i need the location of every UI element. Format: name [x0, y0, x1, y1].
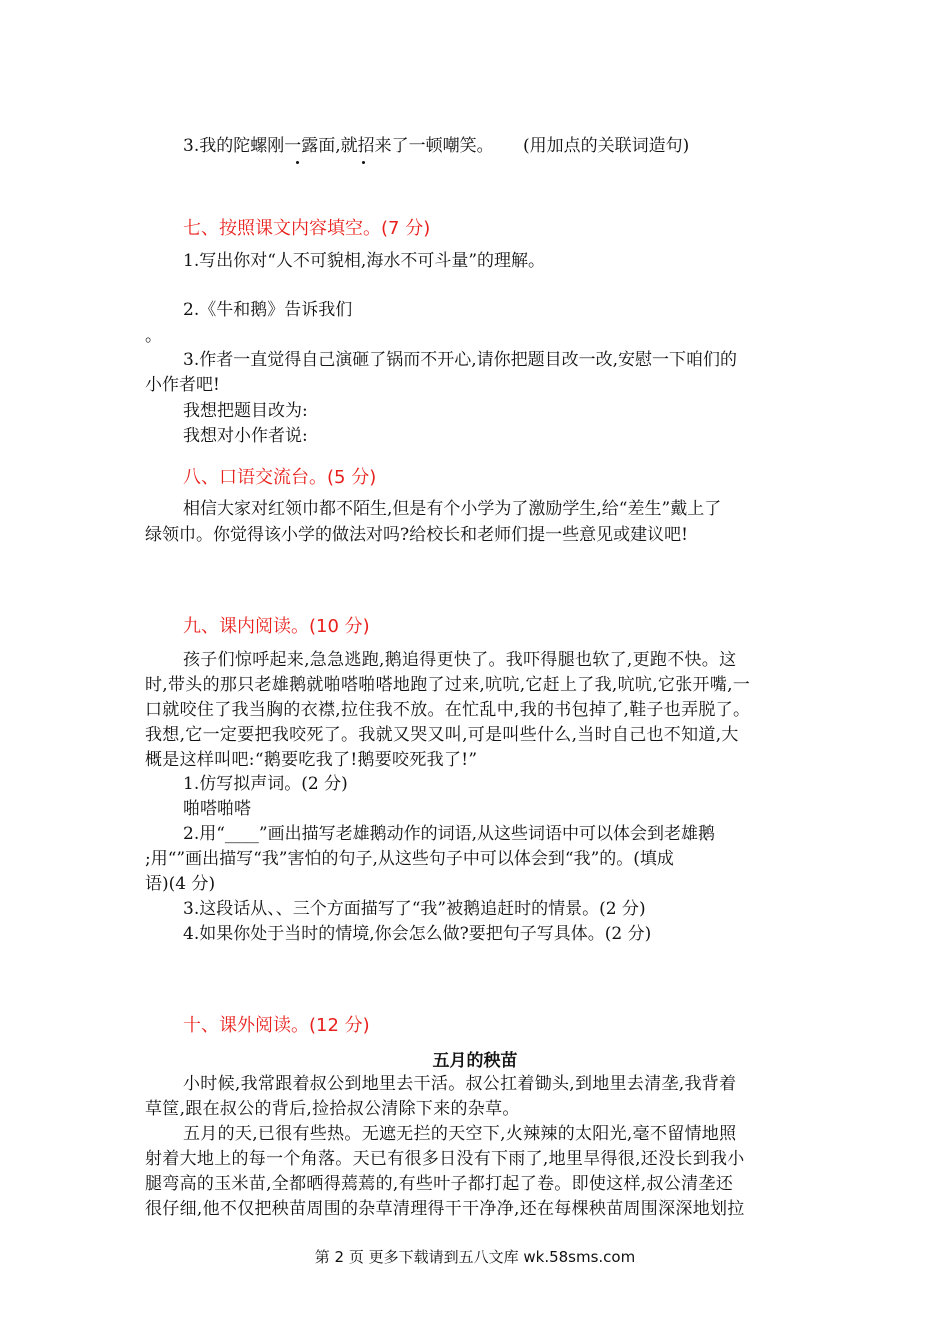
article-para-line: 腿弯高的玉米苗,全都晒得蔫蔫的,有些叶子都打起了卷。即使这样,叔公清垄还: [145, 1174, 734, 1194]
sec9-q2-line3: 语)(4 分): [145, 874, 216, 894]
section-9-heading: 九、课内阅读。(10 分): [183, 616, 370, 637]
sec9-q1-example: 啪嗒啪嗒: [183, 799, 251, 819]
sec7-item2: 2.《牛和鹅》告诉我们: [183, 300, 353, 320]
article-title: 五月的秧苗: [432, 1051, 518, 1071]
sec9-passage-line: 我想,它一定要把我咬死了。我就又哭又叫,可是叫些什么,当时自己也不知道,大: [145, 725, 739, 745]
sec8-line1: 相信大家对红领巾都不陌生,但是有个小学为了激励学生,给“差生”戴上了: [183, 499, 722, 519]
sec9-q1: 1.仿写拟声词。(2 分): [183, 774, 348, 794]
article-para-line: 射着大地上的每一个角落。天已有很多日没有下雨了,地里旱得很,还没长到我小: [145, 1149, 745, 1169]
section-10-heading: 十、课外阅读。(12 分): [183, 1015, 370, 1036]
sec8-line2: 绿领巾。你觉得该小学的做法对吗?给校长和老师们提一些意见或建议吧!: [145, 525, 688, 545]
sec7-item3-b: 我想对小作者说:: [183, 426, 308, 446]
sec7-item3-a: 我想把题目改为:: [183, 401, 308, 421]
q6-item3-sentence: 3.我的陀螺刚一露面,就招来了一顿嘲笑。: [183, 136, 494, 156]
sec9-passage-line: 孩子们惊呼起来,急急逃跑,鹅追得更快了。我吓得腿也软了,更跑不快。这: [183, 650, 737, 670]
q6-item3: [183, 134, 810, 159]
article-para-line: 很仔细,他不仅把秧苗周围的杂草清理得干干净净,还在每棵秧苗周围深深地划拉: [145, 1199, 745, 1219]
page-footer: 第 2 页 更多下载请到五八文库 wk.58sms.com: [314, 1248, 636, 1266]
sec9-q3: 3.这段话从、、三个方面描写了“我”被鹅追赶时的情景。(2 分): [183, 899, 646, 919]
sec9-passage-line: 口就咬住了我当胸的衣襟,拉住我不放。在忙乱中,我的书包掉了,鞋子也弄脱了。: [145, 700, 751, 720]
sec7-item1: 1.写出你对“人不可貌相,海水不可斗量”的理解。: [183, 251, 546, 271]
sec9-q2-line1: 2.用“____”画出描写老雄鹅动作的词语,从这些词语中可以体会到老雄鹅: [183, 824, 716, 844]
article-para-line: 小时候,我常跟着叔公到地里去干活。叔公扛着锄头,到地里去清垄,我背着: [183, 1074, 737, 1094]
article-para-line: 五月的天,已很有些热。无遮无拦的天空下,火辣辣的太阳光,毫不留情地照: [183, 1124, 737, 1144]
emphasis-dot-icon: [296, 161, 299, 164]
sec9-passage-line: 时,带头的那只老雄鹅就啪嗒啪嗒地跑了过来,吭吭,它赶上了我,吭吭,它张开嘴,一: [145, 675, 751, 695]
q6-item3-note: (用加点的关联词造句): [523, 136, 690, 156]
sec9-passage-line: 概是这样叫吧:“鹅要吃我了!鹅要咬死我了!”: [145, 750, 478, 770]
sec7-item3-line2: 小作者吧!: [145, 375, 220, 395]
sec7-item2-end: 。: [145, 326, 162, 346]
article-para-line: 草筐,跟在叔公的背后,捡拾叔公清除下来的杂草。: [145, 1099, 520, 1119]
emphasis-dot-icon: [362, 161, 365, 164]
sec9-q4: 4.如果你处于当时的情境,你会怎么做?要把句子写具体。(2 分): [183, 924, 652, 944]
sec9-q2-line2: ;用“”画出描写“我”害怕的句子,从这些句子中可以体会到“我”的。(填成: [145, 849, 674, 869]
section-8-heading: 八、口语交流台。(5 分): [183, 467, 377, 488]
sec7-item3-line1: 3.作者一直觉得自己演砸了锅而不开心,请你把题目改一改,安慰一下咱们的: [183, 350, 738, 370]
section-7-heading: 七、按照课文内容填空。(7 分): [183, 218, 431, 239]
